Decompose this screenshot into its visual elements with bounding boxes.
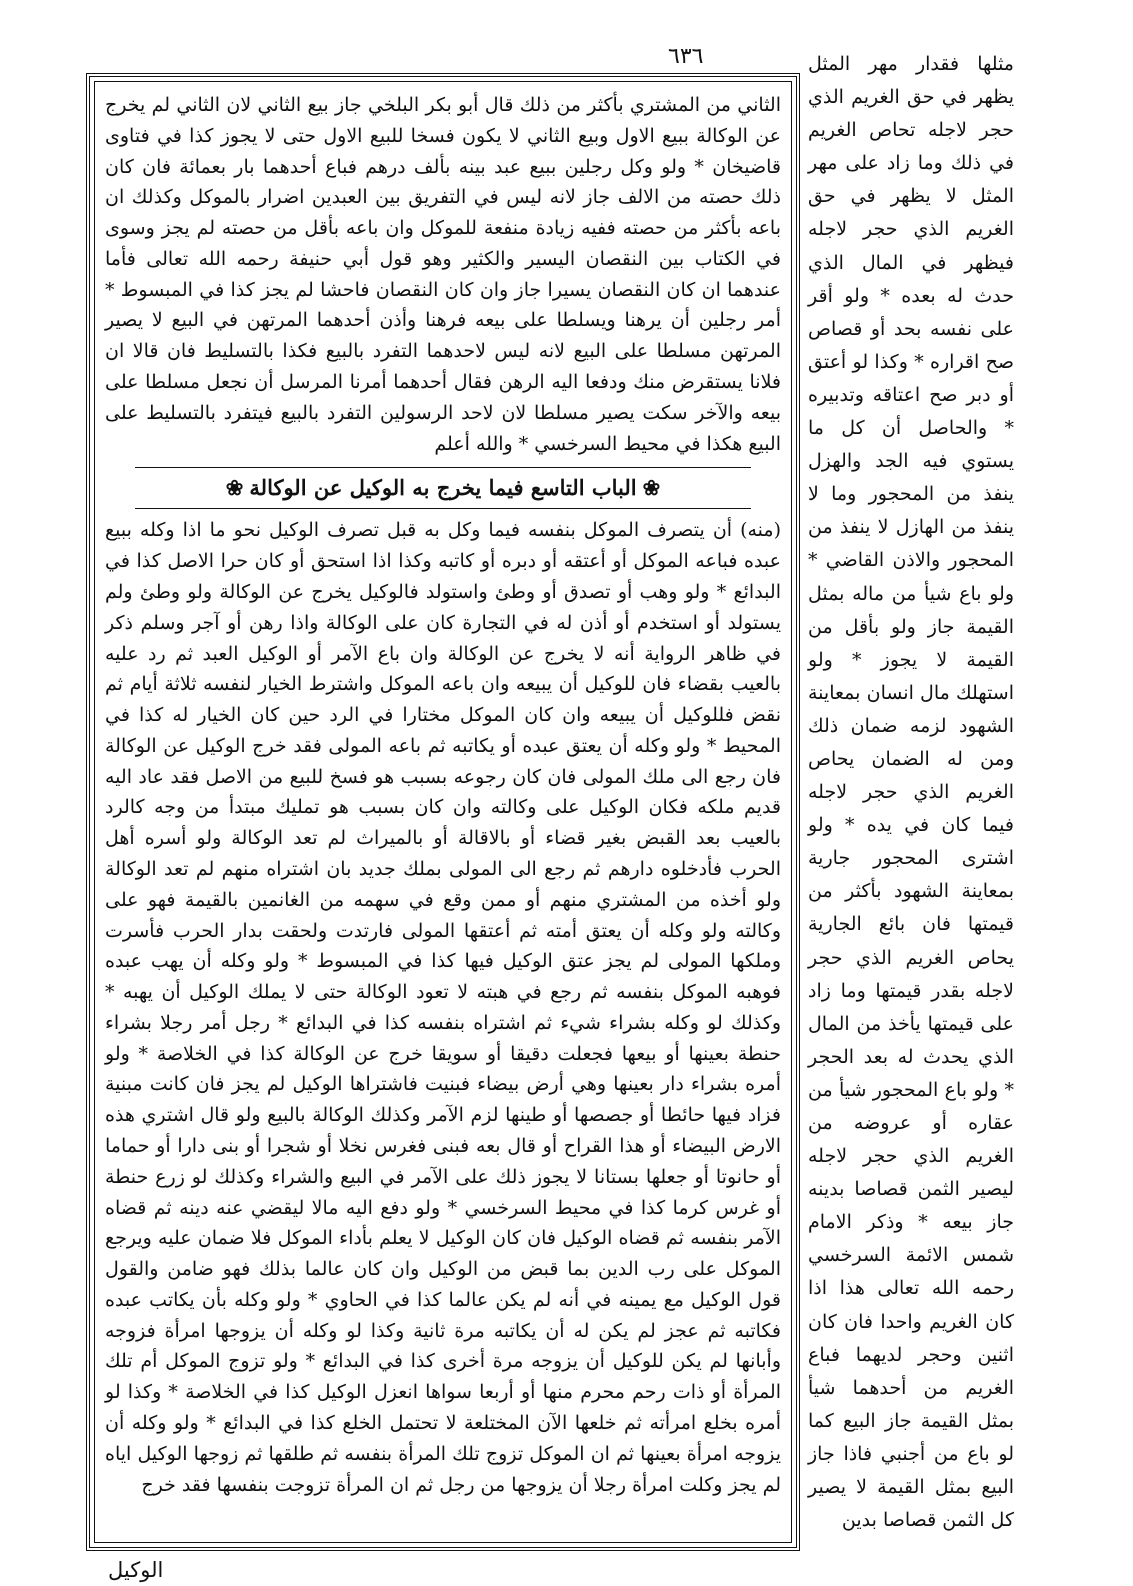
- ornament-left-icon: ❀: [225, 475, 244, 501]
- main-paragraph-1: الثاني من المشتري بأكثر من ذلك قال أبو بكر البلخي جاز بيع الثاني لان الثاني لم يخرج عن الوكالة ببيع الاول وبيع الثاني لا يكون فسخا للبيع الاول حتى لا يجوز كذا في فتاوى قاضيخان * ولو وكل رجلين ببيع عبد بينه بألف درهم فباع أحدهما بار بعمائة فان كان ذلك حصته من الالف جاز لانه ليس في التفريق بين العبدين اضرار بالموكل وكذلك ان باعه بأكثر من حصته ففيه زيادة منفعة للموكل وان باعه بأقل من حصته لم يجز وسوى في الكتاب بين النقصان اليسير والكثير وهو قول أبي حنيفة رحمه الله تعالى فأما عندهما ان كان النقصان يسيرا جاز وان كان النقصان فاحشا لم يجز كذا في المبسوط * أمر رجلين أن يرهنا ويسلطا على بيعه فرهنا وأذن أحدهما المرتهن في البيع لا يصير المرتهن مسلطا على البيع لانه ليس لاحدهما التفرد بالبيع فكذا بالتسليط فان قالا ان فلانا يستقرض منك ودفعا اليه الرهن فقال أحدهما أمرنا المرسل أن نجعل مسلطا على بيعه والآخر سكت يصير مسلطا لان لاحد الرسولين التفرد بالبيع فيتفرد بالتسليط على البيع هكذا في محيط السرخسي * والله أعلم: [105, 94, 781, 455]
- ornament-right-icon: ❀: [642, 475, 661, 501]
- main-paragraph-2: (منه) أن يتصرف الموكل بنفسه فيما وكل به قبل تصرف الوكيل نحو ما اذا وكله ببيع عبده فباعه الموكل أو أعتقه أو دبره أو كاتبه وكذا اذا استحق أو كان حرا الاصل كذا في البدائع * ولو وهب أو تصدق أو وطئ واستولد فالوكيل يخرج عن الوكالة ولو وطئ ولم يستولد أو استخدم أو أذن له في التجارة كان على الوكالة واذا رهن أو آجر وسلم ذكر في ظاهر الرواية أنه لا يخرج عن الوكالة وان باع الآمر أو الوكيل العبد ثم رد عليه بالعيب بقضاء فان للوكيل أن يبيعه وان باعه الموكل واشترط الخيار لنفسه ثلاثة أيام ثم نقض فللوكيل أن يبيعه وان كان الموكل مختارا في الرد حين كان الخيار له كذا في المحيط * ولو وكله أن يعتق عبده أو يكاتبه ثم باعه المولى فقد خرج الوكيل عن الوكالة فان رجع الى ملك المولى فان كان رجوعه بسبب هو فسخ للبيع من الاصل فقد عاد اليه قديم ملكه فكان الوكيل على وكالته وان كان بسبب هو تمليك مبتدأ من وجه كالرد بالعيب بعد القبض بغير قضاء أو بالاقالة أو بالميراث لم تعد الوكالة ولو أسره أهل الحرب فأدخلوه دارهم ثم رجع الى المولى بملك جديد بان اشتراه منهم لم تعد الوكالة ولو أخذه من المشتري منهم أو ممن وقع في سهمه من الغانمين بالقيمة فهو على وكالته ولو وكله أن يعتق أمته ثم أعتقها المولى فارتدت ولحقت بدار الحرب فأسرت وملكها المولى لم يجز عتق الوكيل فيها كذا في المبسوط * ولو وكله أن يهب عبده فوهبه الموكل بنفسه ثم رجع في هبته لا تعود الوكالة حتى لا يملك الوكيل أن يهبه * وكذلك لو وكله بشراء شيء ثم اشتراه بنفسه كذا في البدائع * رجل أمر رجلا بشراء حنطة بعينها أو بيعها فجعلت دقيقا أو سويقا خرج عن الوكالة كذا في الخلاصة * ولو أمره بشراء دار بعينها وهي أرض بيضاء فبنيت فاشتراها الوكيل لم يجز فان كانت مبنية فزاد فيها حائطا أو جصصها أو طينها لزم الآمر وكذلك الوكالة بالبيع ولو قال اشتري هذه الارض البيضاء أو هذا القراح أو قال بعه فبنى فغرس نخلا أو شجرا أو بنى دارا أو حماما أو حانوتا أو جعلها بستانا لا يجوز ذلك على الآمر في البيع والشراء وكذلك لو زرع حنطة أو غرس كرما كذا في محيط السرخسي * ولو دفع اليه مالا ليقضي عنه دينه ثم قضاه الآمر بنفسه ثم قضاه الوكيل فان كان الوكيل لا يعلم بأداء الموكل فلا ضمان عليه ويرجع الموكل على رب الدين بما قبض من الوكيل وان كان عالما بذلك فهو ضامن والقول قول الوكيل مع يمينه في أنه لم يكن عالما كذا في الحاوي * ولو وكله بأن يكاتب عبده فكاتبه ثم عجز لم يكن له أن يكاتبه مرة ثانية وكذا لو وكله أن يزوجها امرأة فزوجه وأبانها لم يكن للوكيل أن يزوجه مرة أخرى كذا في البدائع * ولو تزوج الموكل أم تلك المرأة أو ذات رحم محرم منها أو أربعا سواها انعزل الوكيل كذا في الخلاصة * وكذا لو أمره بخلع امرأته ثم خلعها الآن المختلعة لا تحتمل الخلع كذا في البدائع * ولو وكله أن يزوجه امرأة بعينها ثم ان الموكل تزوج تلك المرأة بنفسه ثم طلقها ثم زوجها الوكيل اياه لم يجز وكلت امرأة رجلا أن يزوجها من رجل ثم ان المرأة تزوجت بنفسها فقد خرج: [105, 519, 781, 1496]
- main-text-body: [94, 81, 792, 1543]
- chapter-heading: [135, 467, 751, 509]
- chapter-title: الباب التاسع فيما يخرج به الوكيل عن الوكالة: [249, 475, 637, 501]
- main-text-frame: [86, 73, 800, 1551]
- page-number: ٦٣٦: [668, 44, 704, 69]
- catchword: الوكيل: [108, 1558, 164, 1582]
- margin-commentary: مثلها فقدار مهر المثل يظهر في حق الغريم الذي حجر لاجله تحاص الغريم في ذلك وما زاد على مهر المثل لا يظهر في حق الغريم الذي حجر لاجله فيظهر في المال الذي حدث له بعده * ولو أقر على نفسه بحد أو قصاص صح اقراره * وكذا لو أعتق أو دبر صح اعتاقه وتدبيره * والحاصل أن كل ما يستوي فيه الجد والهزل ينفذ من المحجور وما لا ينفذ من الهازل لا ينفذ من المحجور والاذن القاضي * ولو باع شيأ من ماله بمثل القيمة جاز ولو بأقل من القيمة لا يجوز * ولو استهلك مال انسان بمعاينة الشهود لزمه ضمان ذلك ومن له الضمان يحاص الغريم الذي حجر لاجله فيما كان في يده * ولو اشترى المحجور جارية بمعاينة الشهود بأكثر من قيمتها فان بائع الجارية يحاص الغريم الذي حجر لاجله بقدر قيمتها وما زاد على قيمتها يأخذ من المال الذي يحدث له بعد الحجر * ولو باع المحجور شيأ من عقاره أو عروضه من الغريم الذي حجر لاجله ليصير الثمن قصاصا بدينه جاز بيعه * وذكر الامام شمس الائمة السرخسي رحمه الله تعالى هذا اذا كان الغريم واحدا فان كان اثنين وحجر لديهما فباع الغريم من أحدهما شيأ بمثل القيمة جاز البيع كما لو باع من أجنبي فاذا جاز البيع بمثل القيمة لا يصير كل الثمن قصاصا بدين: [808, 53, 1014, 1532]
